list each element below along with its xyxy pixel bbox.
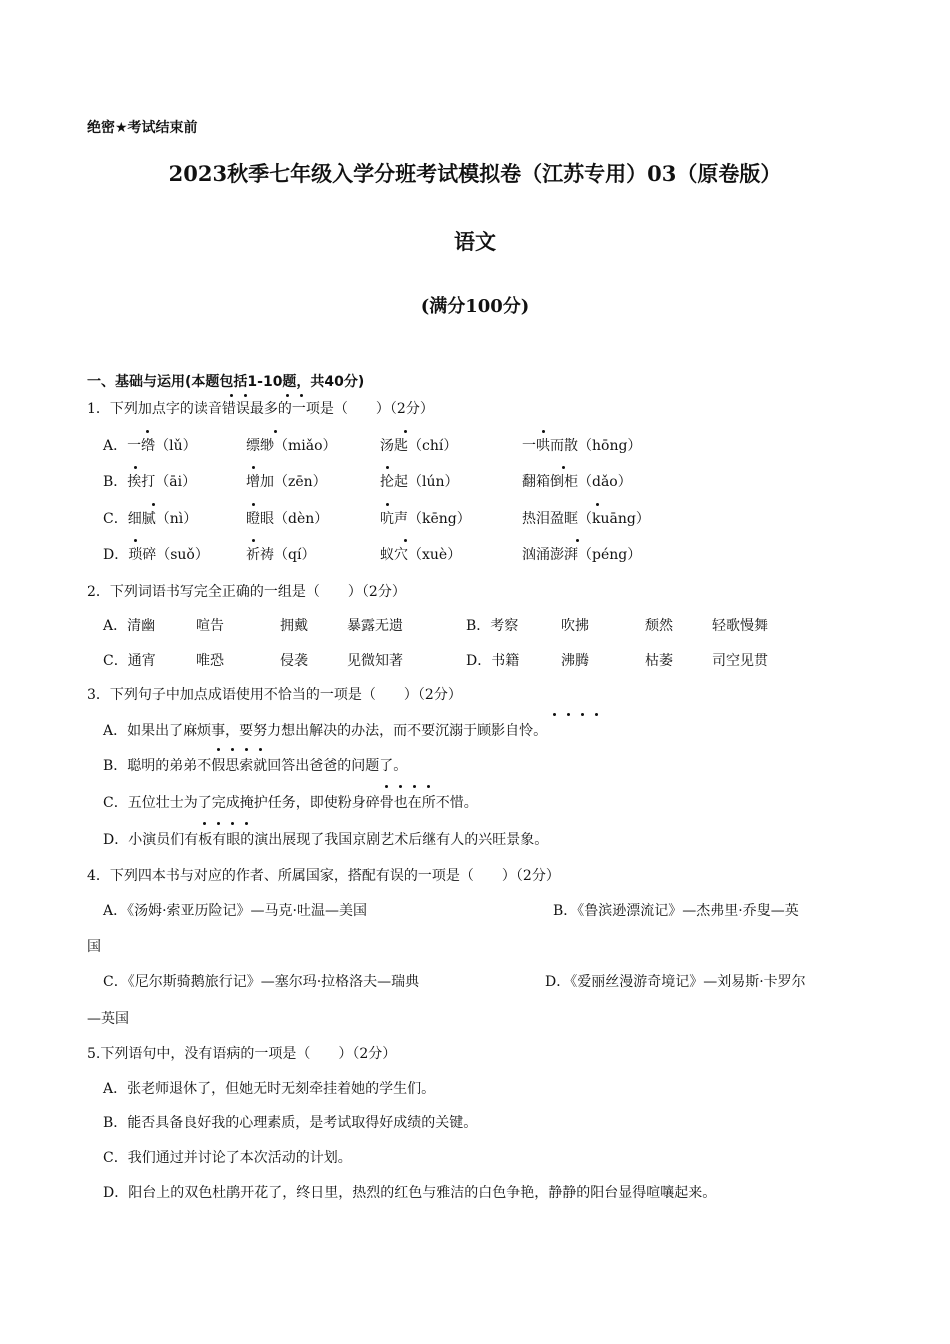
- q1-option-a-4: 一哄而散（hōng）: [522, 438, 642, 454]
- emphasis-dot: [553, 713, 556, 716]
- q1-option-d-3: 蚁穴（xuè）: [380, 547, 462, 563]
- q2-option-b-3: 颓然: [645, 618, 673, 634]
- q2-option-b-2: 吹拂: [561, 618, 589, 634]
- q1-option-d-2: 祈祷（qí）: [246, 547, 316, 563]
- emphasis-dot: [203, 822, 206, 825]
- q2-option-d-2: 沸腾: [561, 653, 589, 669]
- emphasis-dot: [259, 748, 262, 751]
- q2-option-c-3: 侵袭: [280, 653, 308, 669]
- full-score: (满分100分): [420, 296, 530, 317]
- emphasis-dot: [152, 503, 155, 506]
- q5-option-c: C．我们通过并讨论了本次活动的计划。: [103, 1150, 352, 1166]
- section-heading: 一、基础与运用(本题包括1-10题，共40分): [87, 374, 365, 390]
- emphasis-dot: [230, 394, 233, 397]
- emphasis-dot: [399, 785, 402, 788]
- emphasis-dot: [134, 539, 137, 542]
- emphasis-dot: [427, 785, 430, 788]
- emphasis-dot: [562, 466, 565, 469]
- q1-option-d-4: 汹涌澎湃（péng）: [522, 547, 642, 563]
- subject-title: 语文: [454, 229, 496, 254]
- emphasis-dot: [245, 748, 248, 751]
- q4-option-c: C．《尼尔斯骑鹅旅行记》—塞尔玛·拉格洛夫—瑞典: [103, 974, 420, 990]
- q1-option-c-1: C．细腻（nì）: [103, 511, 198, 527]
- q4-option-a: A．《汤姆·索亚历险记》—马克·吐温—美国: [103, 903, 368, 919]
- q1-option-c-4: 热泪盈眶（kuāng）: [522, 511, 650, 527]
- q2-option-c-1: C．通宵: [103, 653, 156, 669]
- emphasis-dot: [252, 539, 255, 542]
- emphasis-dot: [134, 466, 137, 469]
- q1-stem: 1．下列加点字的读音错误最多的一项是（ ）（2分）: [87, 401, 434, 417]
- emphasis-dot: [581, 713, 584, 716]
- q2-stem: 2．下列词语书写完全正确的一组是（ ）（2分）: [87, 584, 406, 600]
- q2-option-d-4: 司空见贯: [712, 653, 768, 669]
- q4-option-d-wrap: —英国: [87, 1011, 129, 1027]
- emphasis-dot: [413, 785, 416, 788]
- q1-option-c-2: 瞪眼（dèn）: [246, 511, 329, 527]
- emphasis-dot: [386, 503, 389, 506]
- emphasis-dot: [404, 430, 407, 433]
- q2-option-a-2: 喧告: [196, 618, 224, 634]
- q4-option-b-wrap: 国: [87, 939, 101, 955]
- q1-option-c-3: 吭声（kēng）: [380, 511, 471, 527]
- q1-option-b-2: 增加（zēn）: [246, 474, 327, 490]
- q2-option-d-1: D．书籍: [466, 653, 520, 669]
- emphasis-dot: [576, 539, 579, 542]
- q4-option-d: D．《爱丽丝漫游奇境记》—刘易斯·卡罗尔: [545, 974, 806, 990]
- exam-title: 2023秋季七年级入学分班考试模拟卷（江苏专用）03（原卷版）: [168, 161, 782, 186]
- emphasis-dot: [217, 748, 220, 751]
- emphasis-dot: [286, 394, 289, 397]
- q5-option-b: B．能否具备良好我的心理素质，是考试取得好成绩的关键。: [103, 1115, 478, 1131]
- q1-option-b-3: 抡起（lún）: [380, 474, 459, 490]
- q3-option-c: C．五位壮士为了完成掩护任务，即使粉身碎骨也在所不惜。: [103, 795, 478, 811]
- q1-option-b-1: B．挨打（āi）: [103, 474, 197, 490]
- emphasis-dot: [231, 748, 234, 751]
- q2-option-c-2: 唯恐: [196, 653, 224, 669]
- q1-option-b-4: 翻箱倒柜（dǎo）: [522, 474, 632, 490]
- q1-option-a-1: A．一绺（lǔ）: [103, 438, 197, 454]
- emphasis-dot: [231, 822, 234, 825]
- emphasis-dot: [385, 785, 388, 788]
- q5-option-a: A．张老师退休了，但她无时无刻牵挂着她的学生们。: [103, 1081, 436, 1097]
- emphasis-dot: [595, 713, 598, 716]
- emphasis-dot: [567, 713, 570, 716]
- q2-option-d-3: 枯萎: [645, 653, 673, 669]
- q2-option-b-1: B．考察: [466, 618, 519, 634]
- q3-stem: 3．下列句子中加点成语使用不恰当的一项是（ ）（2分）: [87, 687, 462, 703]
- emphasis-dot: [386, 466, 389, 469]
- emphasis-dot: [146, 430, 149, 433]
- q2-option-a-3: 拥戴: [280, 618, 308, 634]
- emphasis-dot: [217, 822, 220, 825]
- q1-option-a-3: 汤匙（chí）: [380, 438, 458, 454]
- q2-option-a-4: 暴露无遗: [347, 618, 403, 634]
- q2-option-a-1: A．清幽: [103, 618, 156, 634]
- q4-stem: 4．下列四本书与对应的作者、所属国家，搭配有误的一项是（ ）（2分）: [87, 868, 560, 884]
- q4-option-b: B．《鲁滨逊漂流记》—杰弗里·乔叟—英: [553, 903, 799, 919]
- emphasis-dot: [274, 430, 277, 433]
- q3-option-a: A．如果出了麻烦事，要努力想出解决的办法，而不要沉溺于顾影自怜。: [103, 723, 548, 739]
- q3-option-d: D．小演员们有板有眼的演出展现了我国京剧艺术后继有人的兴旺景象。: [103, 832, 549, 848]
- q1-option-a-2: 缥缈（miǎo）: [246, 438, 337, 454]
- q1-option-d-1: D．琐碎（suǒ）: [103, 547, 209, 563]
- emphasis-dot: [245, 822, 248, 825]
- emphasis-dot: [252, 503, 255, 506]
- q2-option-c-4: 见微知著: [347, 653, 403, 669]
- q5-stem: 5.下列语句中，没有语病的一项是（ ）（2分）: [87, 1046, 397, 1062]
- q3-option-b: B．聪明的弟弟不假思索就回答出爸爸的问题了。: [103, 758, 408, 774]
- q2-option-b-4: 轻歌慢舞: [712, 618, 768, 634]
- emphasis-dot: [404, 539, 407, 542]
- q5-option-d: D．阳台上的双色杜鹃开花了，终日里，热烈的红色与雅洁的白色争艳，静静的阳台显得喧嚷起来。: [103, 1185, 717, 1201]
- emphasis-dot: [252, 466, 255, 469]
- confidential-label: 绝密★考试结束前: [87, 120, 198, 136]
- emphasis-dot: [542, 430, 545, 433]
- emphasis-dot: [244, 394, 247, 397]
- emphasis-dot: [596, 503, 599, 506]
- emphasis-dot: [300, 394, 303, 397]
